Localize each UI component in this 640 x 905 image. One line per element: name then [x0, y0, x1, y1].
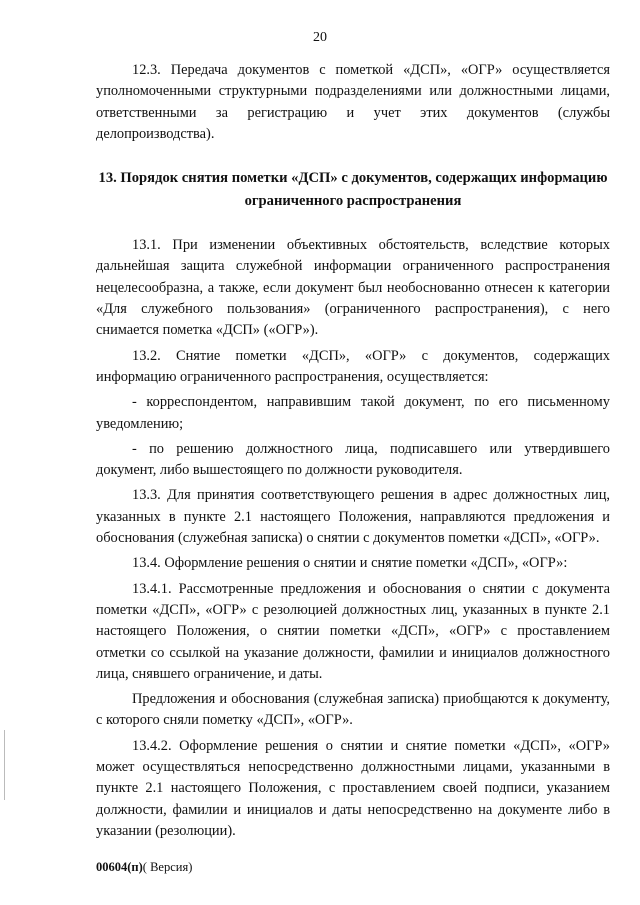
footer-version — [96, 860, 192, 875]
paragraph-13-1: 13.1. При изменении объективных обстоятельств, вследствие которых дальнейшая защита служебной информации ограниченного распространения нецелесообразна, а также, если документ был необоснованно отнесен к категории «Для служебного пользования» (ограниченного распространения), с него снимается пометка «ДСП» («ОГР»). — [96, 237, 610, 339]
document-code: 00604(п) — [96, 860, 143, 874]
paragraph-13-4-1: 13.4.1. Рассмотренные предложения и обоснования о снятии с документа пометки «ДСП», «ОГР» с резолюцией должностных лиц, указанных в пункте 2.1 настоящего Положения, о снятии пометки «ДСП», «ОГР» с проставлением отметки со ссылкой на указание должности, фамилии и инициалов должностного лица, снявшего ограничение, и даты. — [96, 580, 610, 682]
paragraph-13-2: 13.2. Снятие пометки «ДСП», «ОГР» с документов, содержащих информацию ограниченного распространения, осуществляется: — [96, 347, 610, 385]
paragraph-12-3: 12.3. Передача документов с пометкой «ДСП», «ОГР» осуществляется уполномоченными структурными подразделениями или должностными лицами, ответственными за регистрацию и учет этих документов (службы делопроизводства). — [96, 62, 610, 142]
paragraph-13-4: 13.4. Оформление решения о снятии и снятие пометки «ДСП», «ОГР»: — [132, 555, 568, 572]
list-item-official-decision: - по решению должностного лица, подписавшего или утвердившего документ, либо вышестоящего по должности руководителя. — [96, 440, 610, 479]
paragraph-13-4-2: 13.4.2. Оформление решения о снятии и снятие пометки «ДСП», «ОГР» может осуществляться непосредственно должностными лицами, указанными в пункте 2.1 настоящего Положения, с проставлением своей подписи, указанием должности, фамилии и инициалов и даты непосредственно на документе либо в указании (резолюции). — [96, 737, 610, 839]
section-13-heading: 13. Порядок снятия пометки «ДСП» с документов, содержащих информацию ограниченного распространения — [98, 170, 608, 210]
version-label: ( Версия) — [142, 860, 193, 874]
document-body — [96, 60, 610, 842]
paragraph-memo-attached: Предложения и обоснования (служебная записка) приобщаются к документу, с которого сняли пометку «ДСП», «ОГР». — [96, 691, 610, 729]
scan-edge-mark — [4, 730, 5, 800]
list-item-correspondent: - корреспондентом, направившим такой документ, по его письменному уведомлению; — [96, 394, 610, 432]
paragraph-13-3: 13.3. Для принятия соответствующего решения в адрес должностных лиц, указанных в пункте 2.1 настоящего Положения, направляются предложения и обоснования (служебная записка) о снятии с документов пометки «ДСП», «ОГР». — [96, 487, 610, 547]
page-number: 20 — [313, 30, 327, 45]
